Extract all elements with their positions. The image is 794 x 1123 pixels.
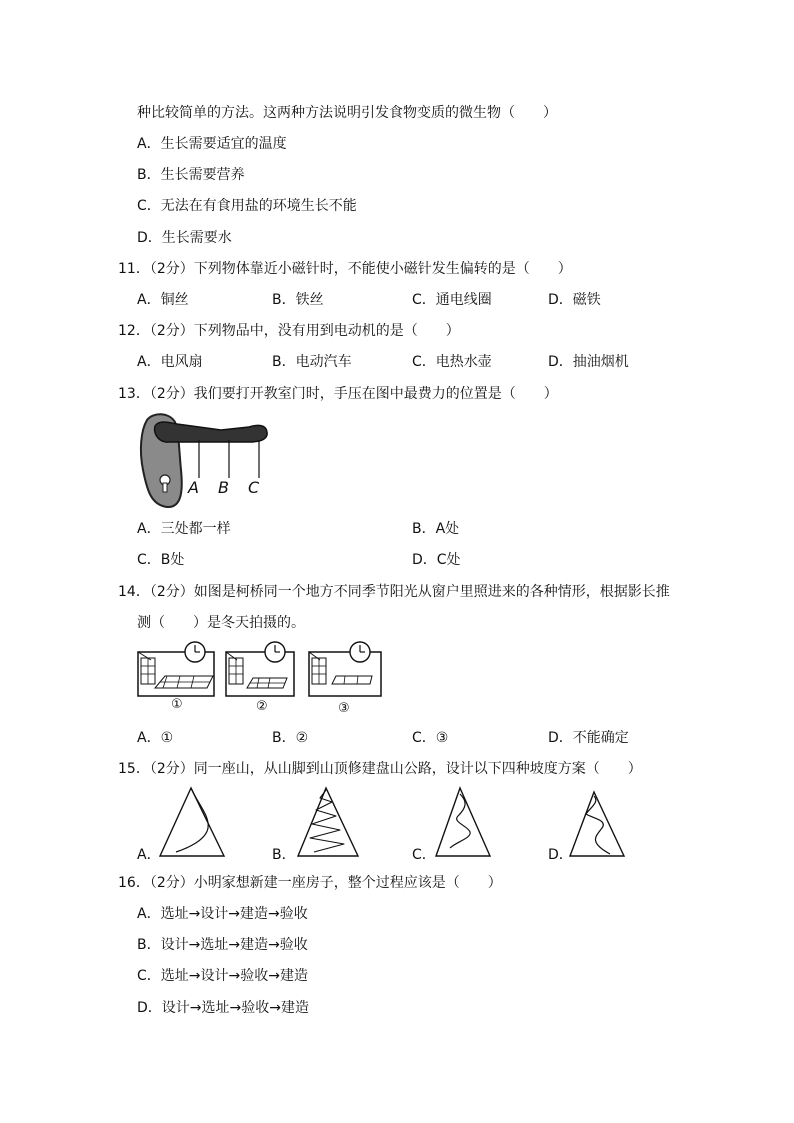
figure-label-c: C: [248, 478, 260, 497]
q15-option-d[interactable]: D．: [548, 847, 573, 863]
q10-option-a[interactable]: A．生长需要适宜的温度: [137, 136, 287, 152]
figure-label-2: ②: [256, 699, 268, 714]
q11-option-a[interactable]: A．铜丝: [137, 292, 189, 308]
q12-option-d[interactable]: D．抽油烟机: [548, 354, 629, 370]
q10-stem: 种比较简单的方法。这两种方法说明引发食物变质的微生物（ ）: [137, 105, 557, 121]
q13-stem: 13．（2分）我们要打开教室门时，手压在图中最费力的位置是（ ）: [118, 386, 558, 402]
q10-option-d[interactable]: D．生长需要水: [137, 230, 232, 246]
mountain-road-figure-d: [568, 790, 628, 858]
q13-option-d[interactable]: D．C处: [412, 552, 461, 568]
q15-option-a[interactable]: A．: [137, 847, 161, 863]
figure-label-a: A: [188, 478, 199, 497]
q11-option-b[interactable]: B．铁丝: [272, 292, 324, 308]
q10-option-c[interactable]: C．无法在有食用盐的环境生长不能: [137, 198, 357, 214]
q11-stem: 11．（2分）下列物体靠近小磁针时，不能使小磁针发生偏转的是（ ）: [118, 261, 572, 277]
q14-option-a[interactable]: A．①: [137, 730, 174, 746]
q15-option-b[interactable]: B．: [272, 847, 296, 863]
q13-option-a[interactable]: A．三处都一样: [137, 521, 231, 537]
q15-option-c[interactable]: C．: [412, 847, 436, 863]
window-sunlight-figure-1: [137, 640, 215, 698]
q16-stem: 16．（2分）小明家想新建一座房子，整个过程应该是（ ）: [118, 875, 502, 891]
q14-option-b[interactable]: B．②: [272, 730, 309, 746]
q14-option-c[interactable]: C．③: [412, 730, 449, 746]
q14-stem-line1: 14．（2分）如图是柯桥同一个地方不同季节阳光从窗户里照进来的各种情形，根据影长推: [118, 584, 670, 600]
mountain-road-figure-b: [296, 786, 360, 858]
q15-stem: 15．（2分）同一座山，从山脚到山顶修建盘山公路，设计以下四种坡度方案（ ）: [118, 761, 642, 777]
mountain-road-figure-a: [158, 786, 228, 858]
q12-stem: 12．（2分）下列物品中，没有用到电动机的是（ ）: [118, 323, 460, 339]
q14-option-d[interactable]: D．不能确定: [548, 730, 629, 746]
q11-option-d[interactable]: D．磁铁: [548, 292, 601, 308]
q13-option-c[interactable]: C．B处: [137, 552, 185, 568]
window-sunlight-figure-2: [225, 640, 295, 698]
q10-option-b[interactable]: B．生长需要营养: [137, 167, 245, 183]
q11-option-c[interactable]: C．通电线圈: [412, 292, 492, 308]
q14-stem-line2: 测（ ）是冬天拍摄的。: [137, 615, 305, 631]
figure-label-3: ③: [338, 701, 350, 716]
q16-option-c[interactable]: C．选址→设计→验收→建造: [137, 968, 308, 984]
q12-option-b[interactable]: B．电动汽车: [272, 354, 352, 370]
q16-option-a[interactable]: A．选址→设计→建造→验收: [137, 906, 308, 922]
mountain-road-figure-c: [434, 786, 494, 858]
window-sunlight-figure-3: [308, 640, 382, 698]
q12-option-c[interactable]: C．电热水壶: [412, 354, 492, 370]
figure-label-1: ①: [171, 697, 183, 712]
q16-option-d[interactable]: D．设计→选址→验收→建造: [137, 1000, 309, 1016]
q16-option-b[interactable]: B．设计→选址→建造→验收: [137, 937, 308, 953]
figure-label-b: B: [218, 478, 229, 497]
q12-option-a[interactable]: A．电风扇: [137, 354, 203, 370]
q13-option-b[interactable]: B．A处: [412, 521, 460, 537]
